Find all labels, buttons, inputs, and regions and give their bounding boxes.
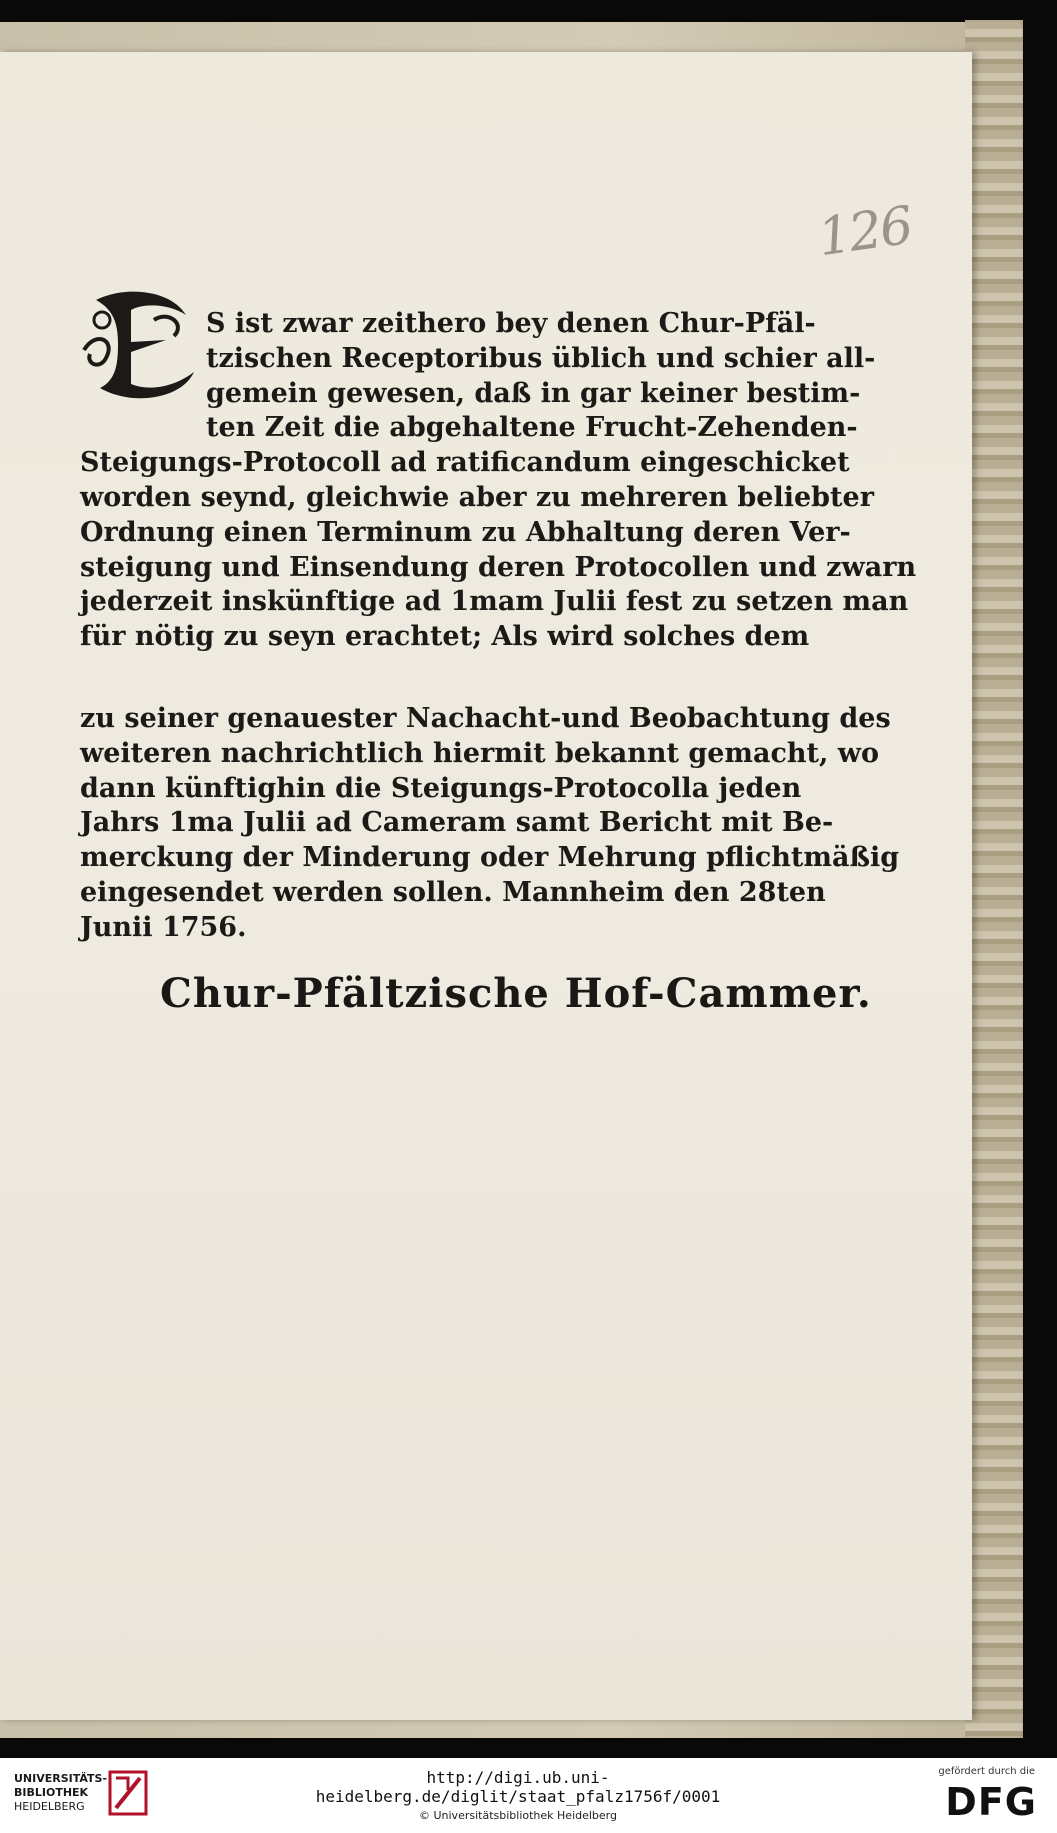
text-line: eingesendet werden sollen. Mannheim den 28ten	[80, 876, 826, 908]
board-edge	[965, 20, 1023, 1738]
source-url-link[interactable]: http://digi.ub.uni-heidelberg.de/diglit/staat_pfalz1756f/0001	[315, 1768, 721, 1806]
text-line: Jahrs 1ma Julii ad Cameram samt Bericht mit Be-	[80, 807, 834, 839]
library-name-line3: HEIDELBERG	[14, 1800, 85, 1813]
funder-caption: gefördert durch die	[938, 1766, 1035, 1777]
text-line: merckung der Minderung oder Mehrung pflichtmäßig	[80, 842, 900, 874]
text-line: gemein gewesen, daß in gar keiner bestim-	[206, 377, 861, 409]
paragraph-opening	[80, 307, 917, 655]
library-logo-icon[interactable]	[108, 1770, 148, 1816]
text-line: S ist zwar zeithero bey denen Chur-Pfäl-	[206, 308, 816, 339]
text-line: Ordnung einen Terminum zu Abhaltung deren Ver-	[80, 516, 851, 548]
library-name-line2: BIBLIOTHEK	[14, 1786, 89, 1799]
page-number: 126	[814, 195, 915, 269]
signature-line: Chur-Pfältzische Hof-Cammer.	[160, 970, 872, 1017]
text-line: tzischen Receptoribus üblich und schier all-	[206, 342, 876, 374]
copyright-notice: © Universitätsbibliothek Heidelberg	[418, 1809, 617, 1822]
text-line: dann künftighin die Steigungs-Protocolla jeden	[80, 772, 802, 804]
text-line: ten Zeit die abgehaltene Frucht-Zehenden-	[206, 412, 858, 444]
footer-bar	[0, 1758, 1057, 1833]
text-line: steigung und Einsendung deren Protocollen und zwarn	[80, 551, 917, 583]
text-line: jederzeit inskünftige ad 1mam Julii fest zu setzen man	[80, 586, 909, 618]
text-line: für nötig zu seyn erachtet; Als wird solches dem	[80, 621, 810, 653]
text-line: Steigungs-Protocoll ad ratificandum eingeschicket	[80, 447, 850, 479]
text-line: worden seynd, gleichwie aber zu mehreren beliebter	[80, 481, 874, 513]
text-line: weiteren nachrichtlich hiermit bekannt gemacht, wo	[80, 737, 880, 769]
library-name-line1: UNIVERSITÄTS-	[14, 1772, 108, 1785]
paragraph-closing	[80, 702, 900, 946]
document-page	[0, 52, 972, 1720]
text-line: zu seiner genauester Nachacht-und Beobachtung des	[80, 703, 891, 734]
library-name[interactable]	[14, 1772, 107, 1814]
text-line: Junii 1756.	[80, 911, 247, 943]
dfg-logo[interactable]: DFG	[945, 1780, 1037, 1824]
